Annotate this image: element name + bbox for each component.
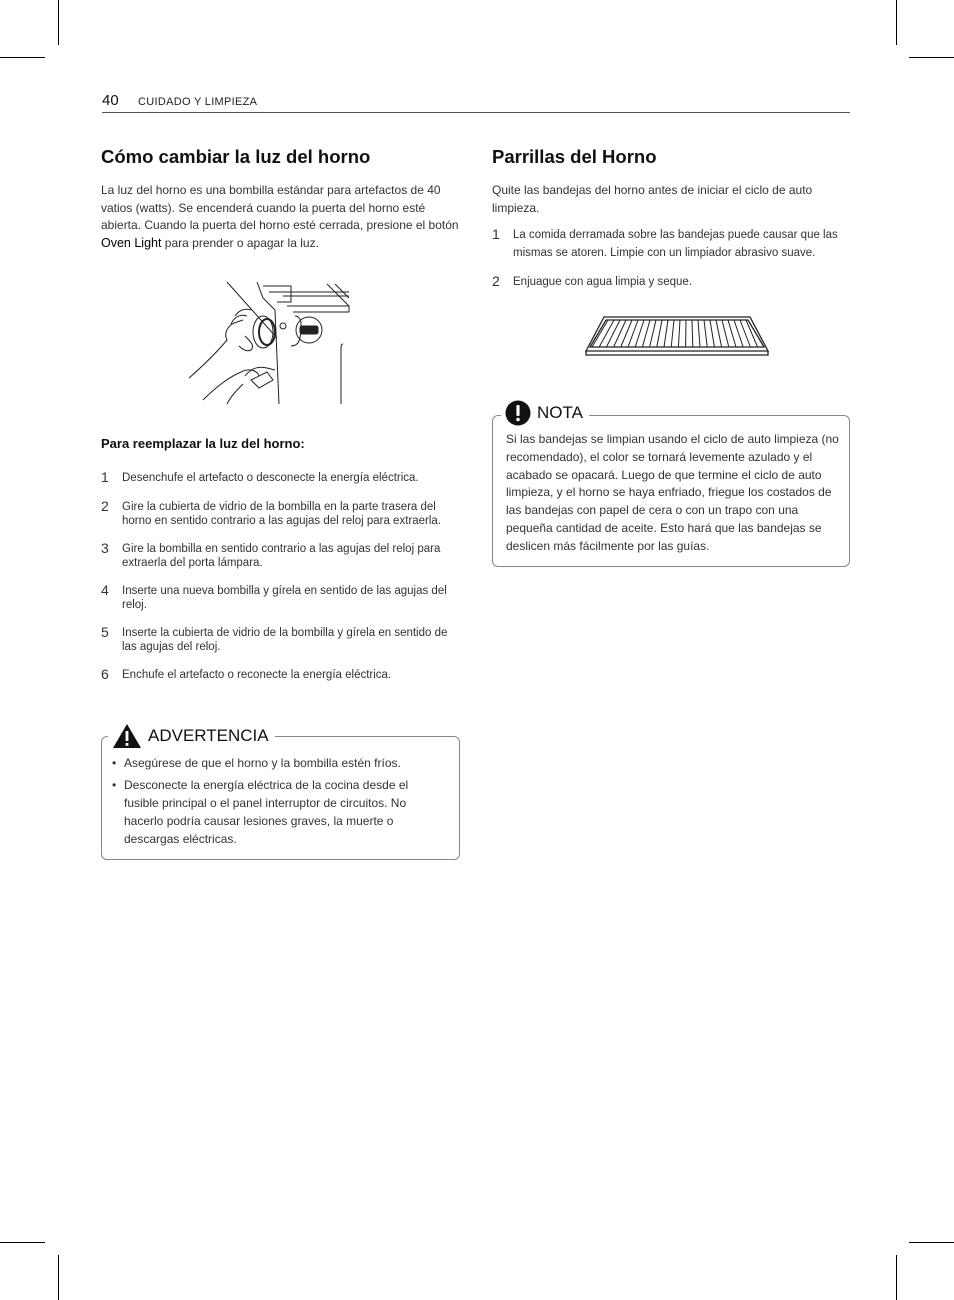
list-item: 4 Inserte una nueva bombilla y gírela en sentido de las agujas del reloj. (101, 581, 447, 611)
list-item: 1 Desenchufe el artefacto o desconecte la energía eléctrica. (101, 469, 419, 485)
racks-steps (492, 226, 850, 291)
light-section-title: Cómo cambiar la luz del horno (101, 146, 371, 167)
note-title (501, 400, 589, 426)
right-column (492, 146, 850, 359)
crop-mark (896, 1255, 897, 1300)
crop-mark (909, 57, 954, 58)
exclamation-circle-icon (505, 400, 531, 426)
oven-light-illustration (187, 280, 357, 406)
replace-subtitle: Para reemplazar la luz del horno: (101, 436, 305, 451)
oven-light-button-name: Oven Light (101, 235, 162, 250)
crop-mark (58, 1255, 59, 1300)
left-column (101, 146, 459, 682)
crop-mark (58, 0, 59, 45)
replace-steps (101, 471, 459, 682)
note-text: Si las bandejas se limpian usando el ciclo de auto limpieza (no recomendado), el color se tornará levemente azulado y el acabado se opacará. Luego de que termine el ciclo de auto limpieza, y el horno se haya enfriado, friegue los costados de las bandejas con papel de cera o con un trapo con una pequeña cantidad de aceite. Esto hará que las bandejas se deslicen más fácilmente por las guías. (506, 432, 839, 553)
warning-bullets (102, 754, 442, 848)
warning-label: ADVERTENCIA (148, 726, 269, 745)
warning-box (101, 726, 460, 860)
note-box (492, 403, 850, 567)
page-number: 40 (102, 92, 119, 109)
oven-rack-illustration (584, 311, 770, 359)
section-title: CUIDADO Y LIMPIEZA (138, 96, 258, 108)
racks-section-title: Parrillas del Horno (492, 146, 657, 167)
list-item: 2 Enjuague con agua limpia y seque. (492, 273, 693, 289)
light-intro-after: para prender o apagar la luz. (161, 235, 319, 250)
crop-mark (896, 0, 897, 45)
light-intro (101, 182, 459, 252)
crop-mark (0, 1242, 45, 1243)
crop-mark (909, 1242, 954, 1243)
list-item: • Asegúrese de que el horno y la bombilla estén fríos. (102, 754, 442, 772)
list-item: 1 La comida derramada sobre las bandejas puede causar que las mismas se atoren. Limpie con un limpiador abrasivo suave. (492, 226, 838, 259)
header-rule (102, 112, 850, 113)
list-item: 5 Inserte la cubierta de vidrio de la bombilla y gírela en sentido de las agujas del reloj. (101, 623, 448, 653)
crop-mark (0, 57, 45, 58)
list-item: 3 Gire la bombilla en sentido contrario a las agujas del reloj para extraerla del porta lámpara. (101, 539, 441, 569)
list-item: 6 Enchufe el artefacto o reconecte la energía eléctrica. (101, 665, 392, 682)
warning-title (108, 723, 275, 749)
list-item: 2 Gire la cubierta de vidrio de la bombilla en la parte trasera del horno en sentido contrario a las agujas del reloj para extraerla. (101, 497, 441, 527)
racks-intro: Quite las bandejas del horno antes de iniciar el ciclo de auto limpieza. (492, 183, 813, 215)
light-intro-before: La luz del horno es una bombilla estándar para artefactos de 40 vatios (watts). Se encenderá cuando la puerta del horno esté abierta. Cuando la puerta del horno esté cerrada, presione el botón (101, 183, 459, 232)
warning-triangle-icon (112, 723, 142, 749)
list-item: • Desconecte la energía eléctrica de la cocina desde el fusible principal o el panel interruptor de circuitos. No hacerlo podría causar lesiones graves, la muerte o descargas eléctricas. (102, 776, 442, 848)
note-label: NOTA (537, 403, 583, 422)
